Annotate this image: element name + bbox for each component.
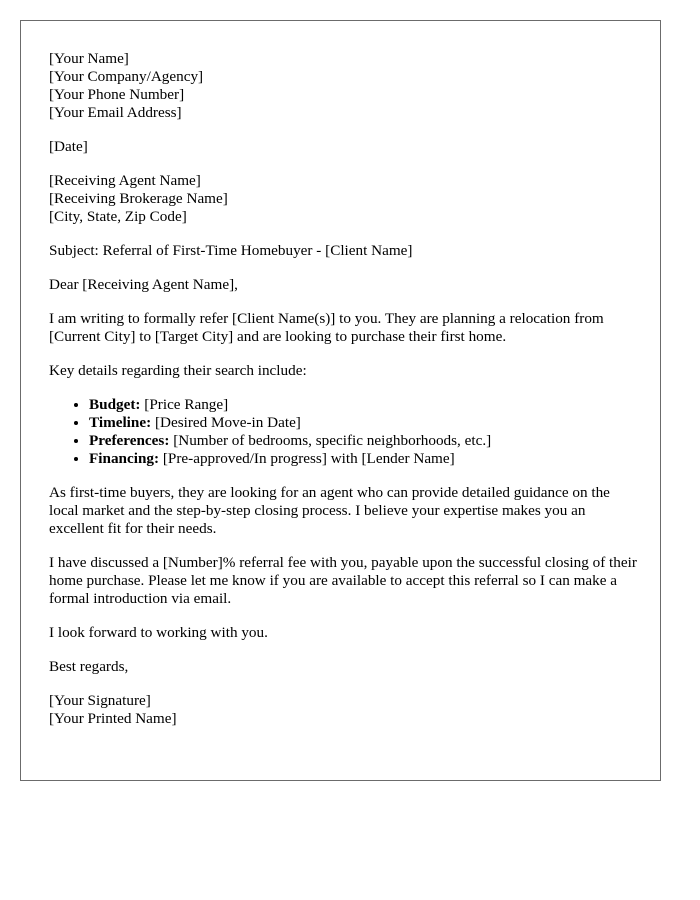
sign-off: Best regards, xyxy=(49,658,129,675)
detail-label: Timeline: xyxy=(89,414,152,431)
signature-block xyxy=(49,692,639,728)
list-item xyxy=(89,414,639,432)
detail-label: Budget: xyxy=(89,396,141,413)
guidance-paragraph: As first-time buyers, they are looking for an agent who can provide detailed guidance on the local market and the step-by-step closing process. I believe your expertise makes you an excellent fit for their needs. xyxy=(49,484,610,537)
intro-paragraph: I am writing to formally refer [Client Name(s)] to you. They are planning a relocation from [Current City] to [Target City] and are looking to purchase their first home. xyxy=(49,310,604,345)
printed-name: [Your Printed Name] xyxy=(49,710,177,727)
details-intro: Key details regarding their search include: xyxy=(49,362,307,379)
detail-label: Preferences: xyxy=(89,432,170,449)
detail-value: [Pre-approved/In progress] with [Lender Name] xyxy=(159,450,455,467)
list-item xyxy=(89,396,639,414)
recipient-brokerage: [Receiving Brokerage Name] xyxy=(49,190,228,207)
subject-line: Subject: Referral of First-Time Homebuyer - [Client Name] xyxy=(49,242,413,259)
list-item xyxy=(89,450,639,468)
sender-company: [Your Company/Agency] xyxy=(49,68,204,85)
sender-phone: [Your Phone Number] xyxy=(49,86,185,103)
list-item xyxy=(89,432,639,450)
detail-value: [Number of bedrooms, specific neighborhoods, etc.] xyxy=(169,432,492,449)
salutation: Dear [Receiving Agent Name], xyxy=(49,276,238,293)
recipient-agent-name: [Receiving Agent Name] xyxy=(49,172,201,189)
signature: [Your Signature] xyxy=(49,692,151,709)
sender-block xyxy=(49,50,639,122)
recipient-city-state-zip: [City, State, Zip Code] xyxy=(49,208,187,225)
details-list xyxy=(49,396,639,468)
closing-line: I look forward to working with you. xyxy=(49,624,268,641)
sender-email: [Your Email Address] xyxy=(49,104,182,121)
letter-page xyxy=(20,20,661,781)
sender-name: [Your Name] xyxy=(49,50,129,67)
fee-paragraph: I have discussed a [Number]% referral fee with you, payable upon the successful closing of their home purchase. Please let me know if you are available to accept this referral so I can make a formal introduction via email. xyxy=(49,554,637,607)
detail-value: [Desired Move-in Date] xyxy=(151,414,301,431)
recipient-block xyxy=(49,172,639,226)
detail-label: Financing: xyxy=(89,450,160,467)
letter-date: [Date] xyxy=(49,138,88,155)
letter-body xyxy=(49,50,639,744)
detail-value: [Price Range] xyxy=(140,396,229,413)
